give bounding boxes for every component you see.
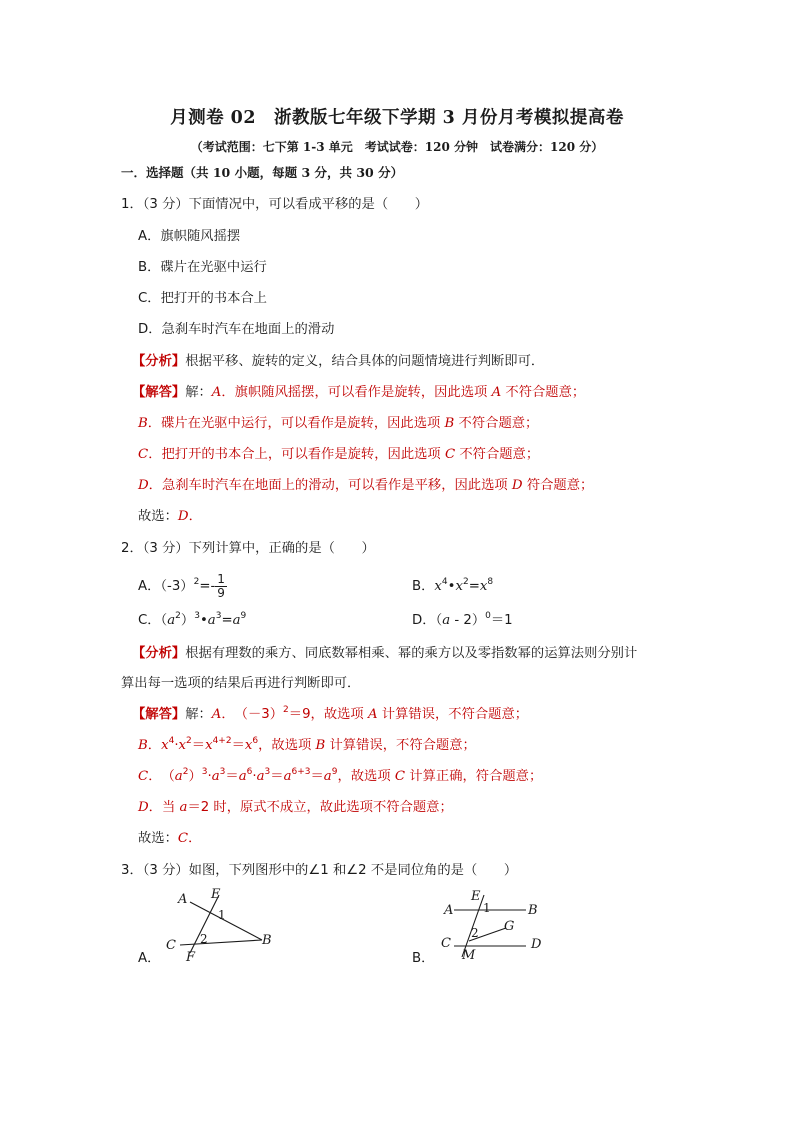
q2-option-a: A．$(-3)^2=-$ $\frac{1}{9}$ [138, 571, 225, 600]
point-label-c: C [441, 936, 451, 951]
fraction: $\frac{1}{9}$ [217, 571, 225, 600]
point-label-a: A [178, 892, 188, 907]
point-label-d: D [531, 937, 542, 952]
q2-stem: 2．（3 分）下列计算中，正确的是（ ） [121, 541, 375, 556]
q1-answer-line-1: 【解答】解：A．旗帜随风摇摆，可以看作是旋转，因此选项 A 不符合题意； [132, 385, 586, 400]
q1-stem: 1．（3 分）下面情况中，可以看成平移的是（ ） [121, 197, 429, 212]
answer-tag: 【解答】 [132, 707, 186, 722]
q2-option-b: B．$x^4•x^2=x^8$ [412, 577, 494, 594]
q1-answer-line-2: B．碟片在光驱中运行，可以看作是旋转，因此选项 B 不符合题意； [138, 416, 539, 431]
analysis-tag: 【分析】 [132, 646, 186, 661]
q2-conclusion: 故选：C． [138, 831, 202, 846]
point-label-e: E [211, 887, 221, 902]
angle-label-1: 1 [483, 901, 491, 915]
q3-figure-b [438, 885, 558, 965]
point-label-m: M [462, 948, 476, 963]
q3-stem: 3．（3 分）如图，下列图形中的∠1 和∠2 不是同位角的是（ ） [121, 863, 518, 878]
point-label-e: E [471, 889, 481, 904]
q1-option-c: C．把打开的书本合上 [138, 291, 267, 306]
q2-answer-line-3: C． $(a^2)^3\cdot a^3=a^6\cdot a^3=a^{6+3}=a^9$，故选项 C 计算正确，符合题意； [138, 767, 543, 784]
answer-tag: 【解答】 [132, 385, 186, 400]
q1-option-a: A．旗帜随风摇摆 [138, 229, 241, 244]
line-cb [180, 940, 262, 945]
point-label-f: F [186, 950, 196, 965]
q1-option-b: B．碟片在光驱中运行 [138, 260, 267, 275]
q1-answer-line-4: D．急刹车时汽车在地面上的滑动，可以看作是平移，因此选项 D 符合题意； [138, 478, 594, 493]
angle-label-2: 2 [471, 926, 479, 940]
q2-answer-line-1: 【解答】解：A． $(-3)^2=9$，故选项 A 计算错误，不符合题意； [132, 705, 529, 722]
q1-conclusion: 故选：D． [138, 509, 202, 524]
q1-analysis [132, 353, 544, 371]
q3-option-b: B． [412, 951, 435, 966]
analysis-tag: 【分析】 [132, 354, 186, 369]
q2-answer-line-2: B．$x^4\cdot x^2=x^{4+2}=x^6$，故选项 B 计算错误，不符合题意； [138, 736, 476, 753]
point-label-g: G [504, 919, 515, 934]
point-label-b: B [528, 903, 538, 918]
q3-figure-a [160, 885, 280, 965]
angle-label-1: 1 [218, 908, 226, 922]
point-label-c: C [166, 938, 176, 953]
page-title: 月测卷 02 浙教版七年级下学期 3 月份月考模拟提高卷 [170, 108, 624, 128]
q1-answer-line-3: C．把打开的书本合上，可以看作是旋转，因此选项 C 不符合题意； [138, 447, 540, 462]
page-subtitle: （考试范围：七下第 1-3 单元 考试试卷：120 分钟 试卷满分：120 分） [190, 140, 604, 154]
q2-answer-line-4: D．当 a＝2 时，原式不成立，故此选项不符合题意； [138, 800, 453, 815]
q2-analysis: 【分析】根据有理数的乘方、同底数幂相乘、幂的乘方以及零指数幂的运算法则分别计 [132, 646, 638, 661]
q2-option-c: C．$(a^2)^3•a^3=a^9$ [138, 611, 247, 628]
q2-analysis-cont: 算出每一选项的结果后再进行判断即可． [121, 676, 361, 691]
point-label-a: A [444, 903, 454, 918]
q1-option-d: D．急刹车时汽车在地面上的滑动 [138, 322, 335, 337]
point-label-b: B [262, 933, 272, 948]
section-heading: 一．选择题（共 10 小题，每题 3 分，共 30 分） [121, 165, 404, 180]
angle-label-2: 2 [200, 932, 208, 946]
q1-analysis-text: 根据平移、旋转的定义，结合具体的问题情境进行判断即可． [185, 354, 545, 369]
q3-option-a: A． [138, 951, 161, 966]
q2-option-d: D．（a - 2）$^0$＝1 [412, 611, 513, 628]
